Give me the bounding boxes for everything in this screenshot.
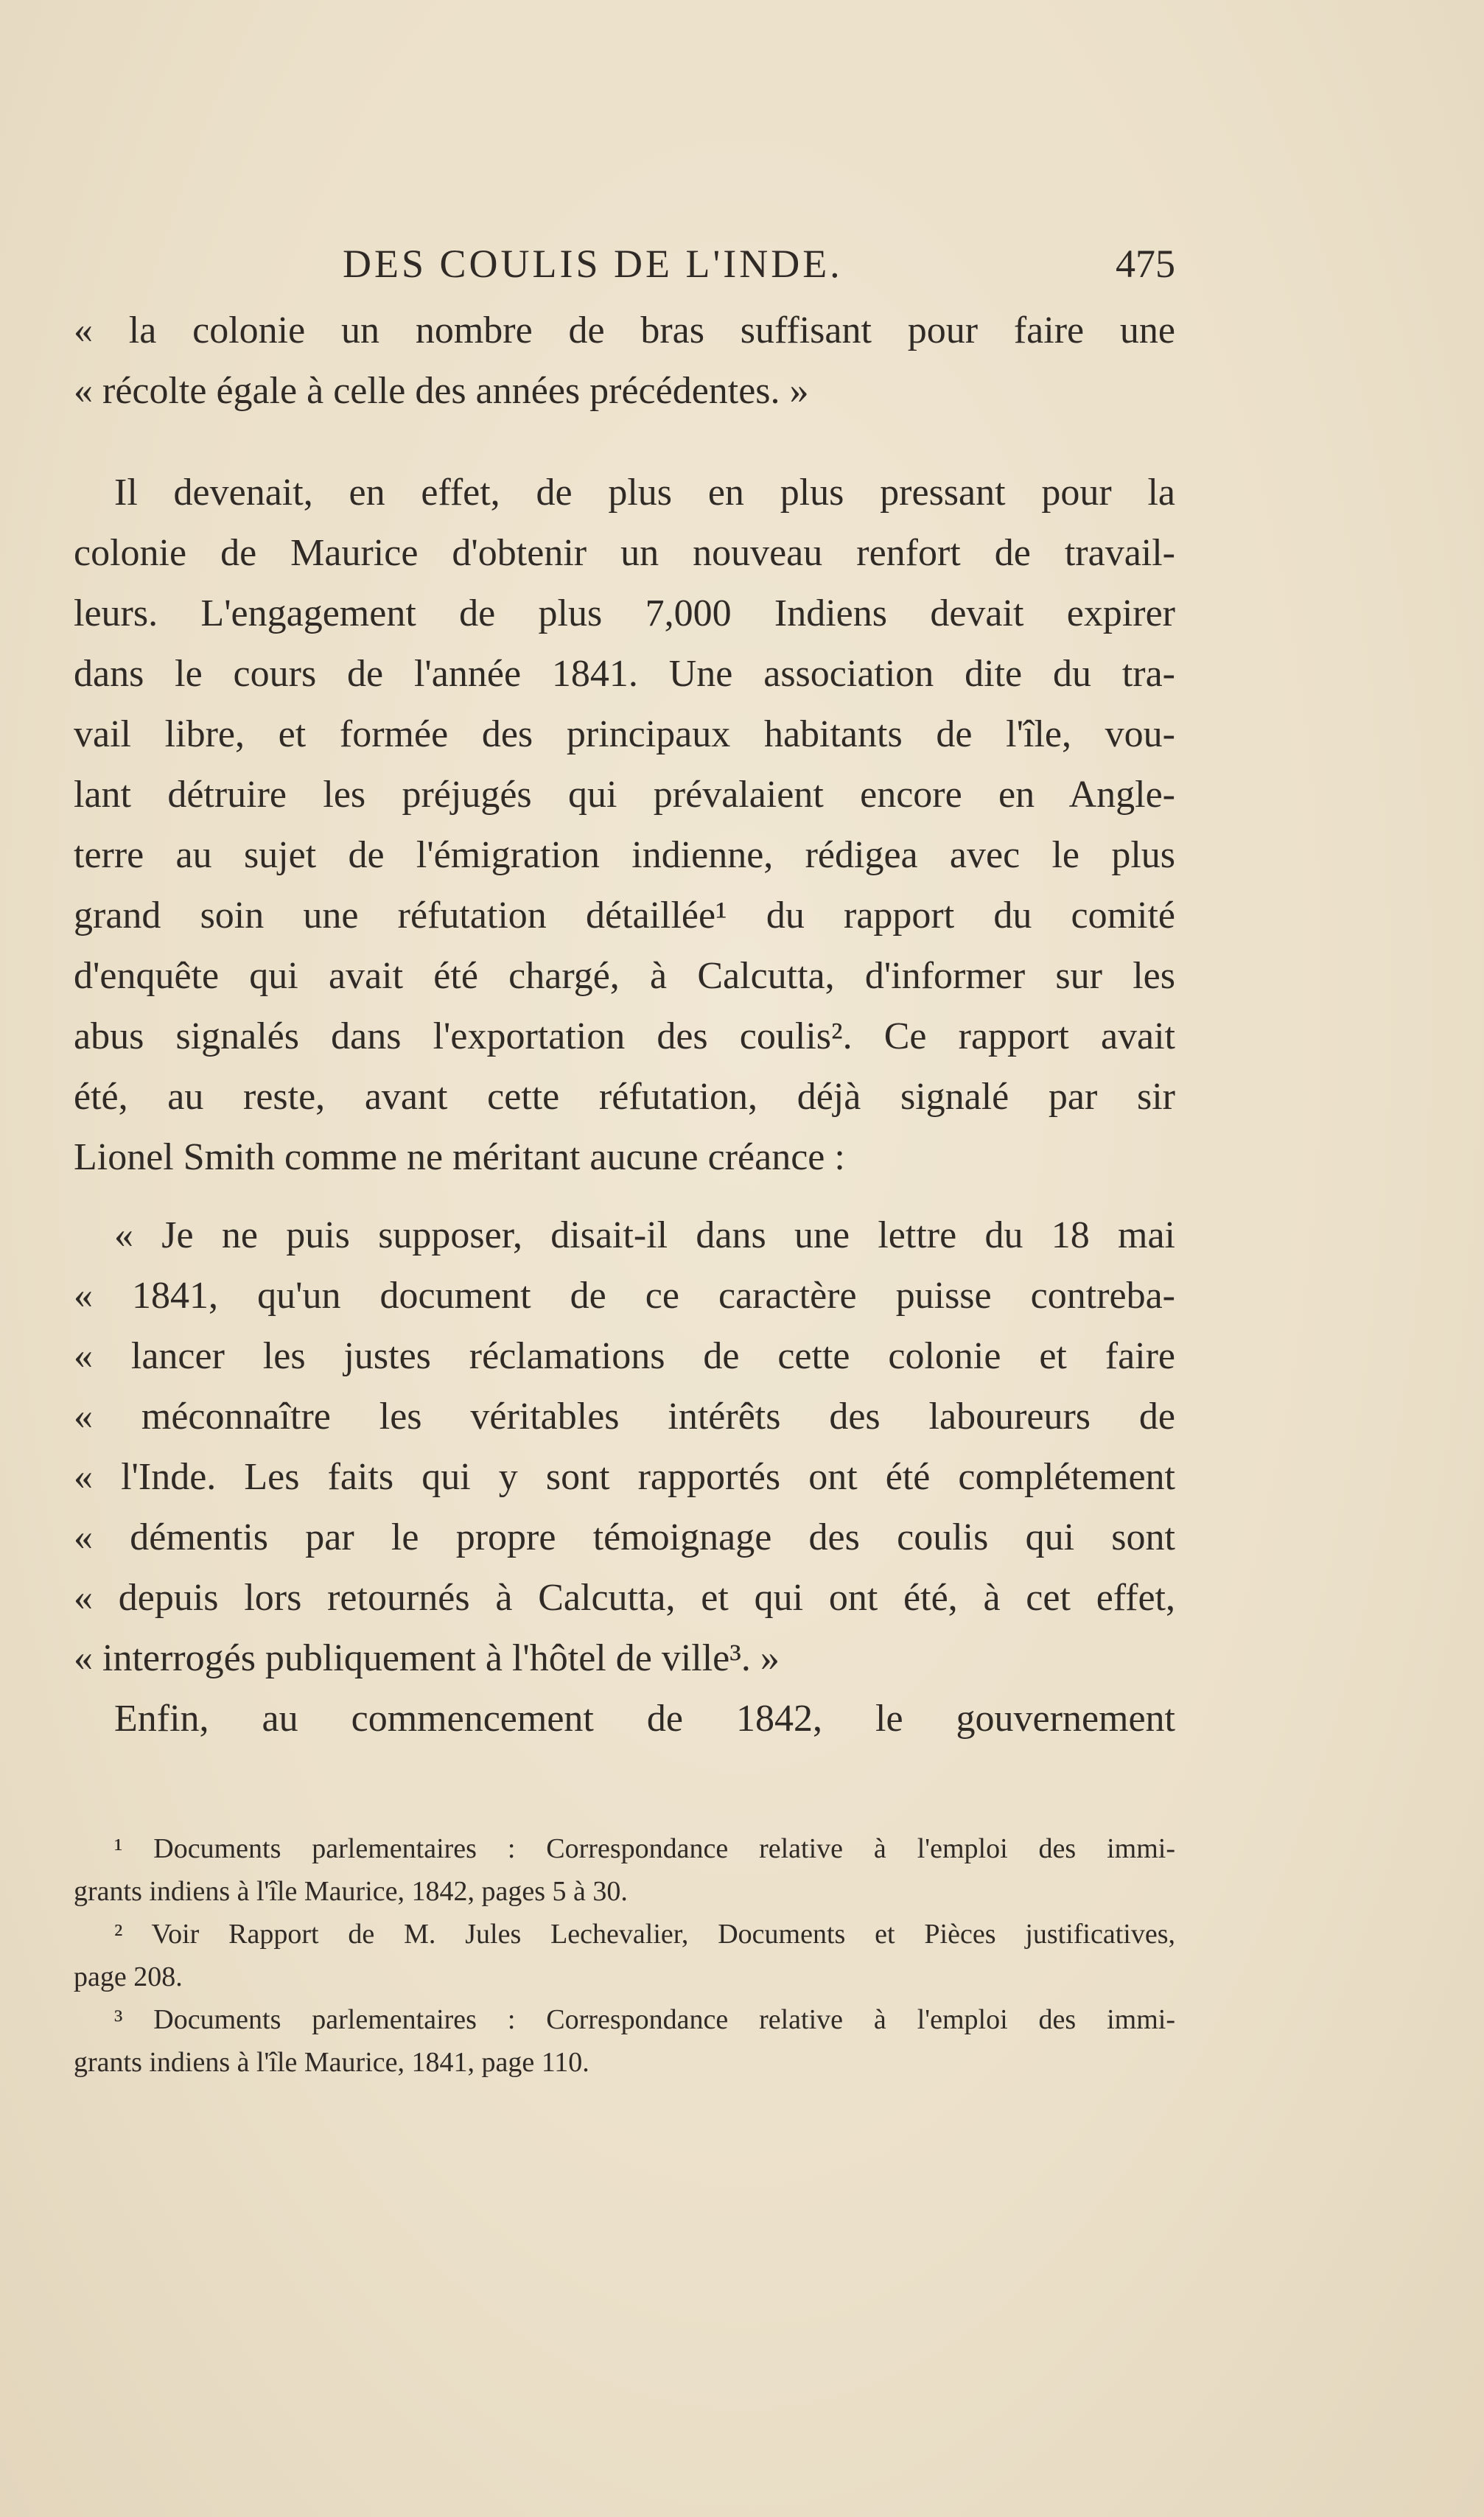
text-line: leurs. L'engagement de plus 7,000 Indiens devait expirer — [74, 592, 1175, 634]
text-line: « méconnaître les véritables intérêts des laboureurs de — [74, 1396, 1175, 1438]
footnote-line: ¹ Documents parlementaires : Correspondance relative à l'emploi des immi- — [114, 1833, 1175, 1864]
text-line: été, au reste, avant cette réfutation, déjà signalé par sir — [74, 1076, 1175, 1118]
text-line: colonie de Maurice d'obtenir un nouveau renfort de travail- — [74, 532, 1175, 574]
text-line: Enfin, au commencement de 1842, le gouvernement — [114, 1698, 1175, 1740]
footnote-line: page 208. — [74, 1961, 183, 1992]
text-line: « Je ne puis supposer, disait-il dans une lettre du 18 mai — [114, 1214, 1175, 1256]
running-title: DES COULIS DE L'INDE. — [343, 242, 843, 286]
text-line: « récolte égale à celle des années précédentes. » — [74, 370, 809, 412]
text-line: dans le cours de l'année 1841. Une association dite du tra- — [74, 653, 1175, 695]
paragraph-gap — [74, 1188, 1175, 1205]
text-line: « l'Inde. Les faits qui y sont rapportés ont été complétement — [74, 1456, 1175, 1498]
page-header — [74, 234, 1175, 293]
text-line: « la colonie un nombre de bras suffisant pour faire une — [74, 309, 1175, 351]
text-line: Il devenait, en effet, de plus en plus pressant pour la — [114, 472, 1175, 514]
text-line: abus signalés dans l'exportation des coulis². Ce rapport avait — [74, 1015, 1175, 1057]
main-text — [74, 301, 1175, 1749]
text-line: « lancer les justes réclamations de cette colonie et faire — [74, 1335, 1175, 1377]
text-line: d'enquête qui avait été chargé, à Calcutta, d'informer sur les — [74, 955, 1175, 997]
text-line: terre au sujet de l'émigration indienne, rédigea avec le plus — [74, 834, 1175, 876]
text-line: « 1841, qu'un document de ce caractère puisse contreba- — [74, 1275, 1175, 1317]
footnotes — [74, 1827, 1175, 2084]
text-line: Lionel Smith comme ne méritant aucune créance : — [74, 1136, 845, 1178]
page-number: 475 — [1116, 242, 1175, 286]
text-line: « interrogés publiquement à l'hôtel de ville³. » — [74, 1637, 780, 1679]
footnote-line: grants indiens à l'île Maurice, 1842, pages 5 à 30. — [74, 1876, 628, 1907]
footnote-line: grants indiens à l'île Maurice, 1841, page 110. — [74, 2047, 589, 2078]
text-line: « depuis lors retournés à Calcutta, et qui ont été, à cet effet, — [74, 1577, 1175, 1619]
text-line: « démentis par le propre témoignage des coulis qui sont — [74, 1516, 1175, 1558]
footnote-line: ² Voir Rapport de M. Jules Lechevalier, Documents et Pièces justificatives, — [114, 1919, 1175, 1950]
text-line: lant détruire les préjugés qui prévalaient encore en Angle- — [74, 774, 1175, 816]
footnote-line: ³ Documents parlementaires : Correspondance relative à l'emploi des immi- — [114, 2004, 1175, 2035]
text-line: grand soin une réfutation détaillée¹ du rapport du comité — [74, 895, 1175, 937]
paragraph-gap — [74, 421, 1175, 463]
text-line: vail libre, et formée des principaux habitants de l'île, vou- — [74, 713, 1175, 755]
